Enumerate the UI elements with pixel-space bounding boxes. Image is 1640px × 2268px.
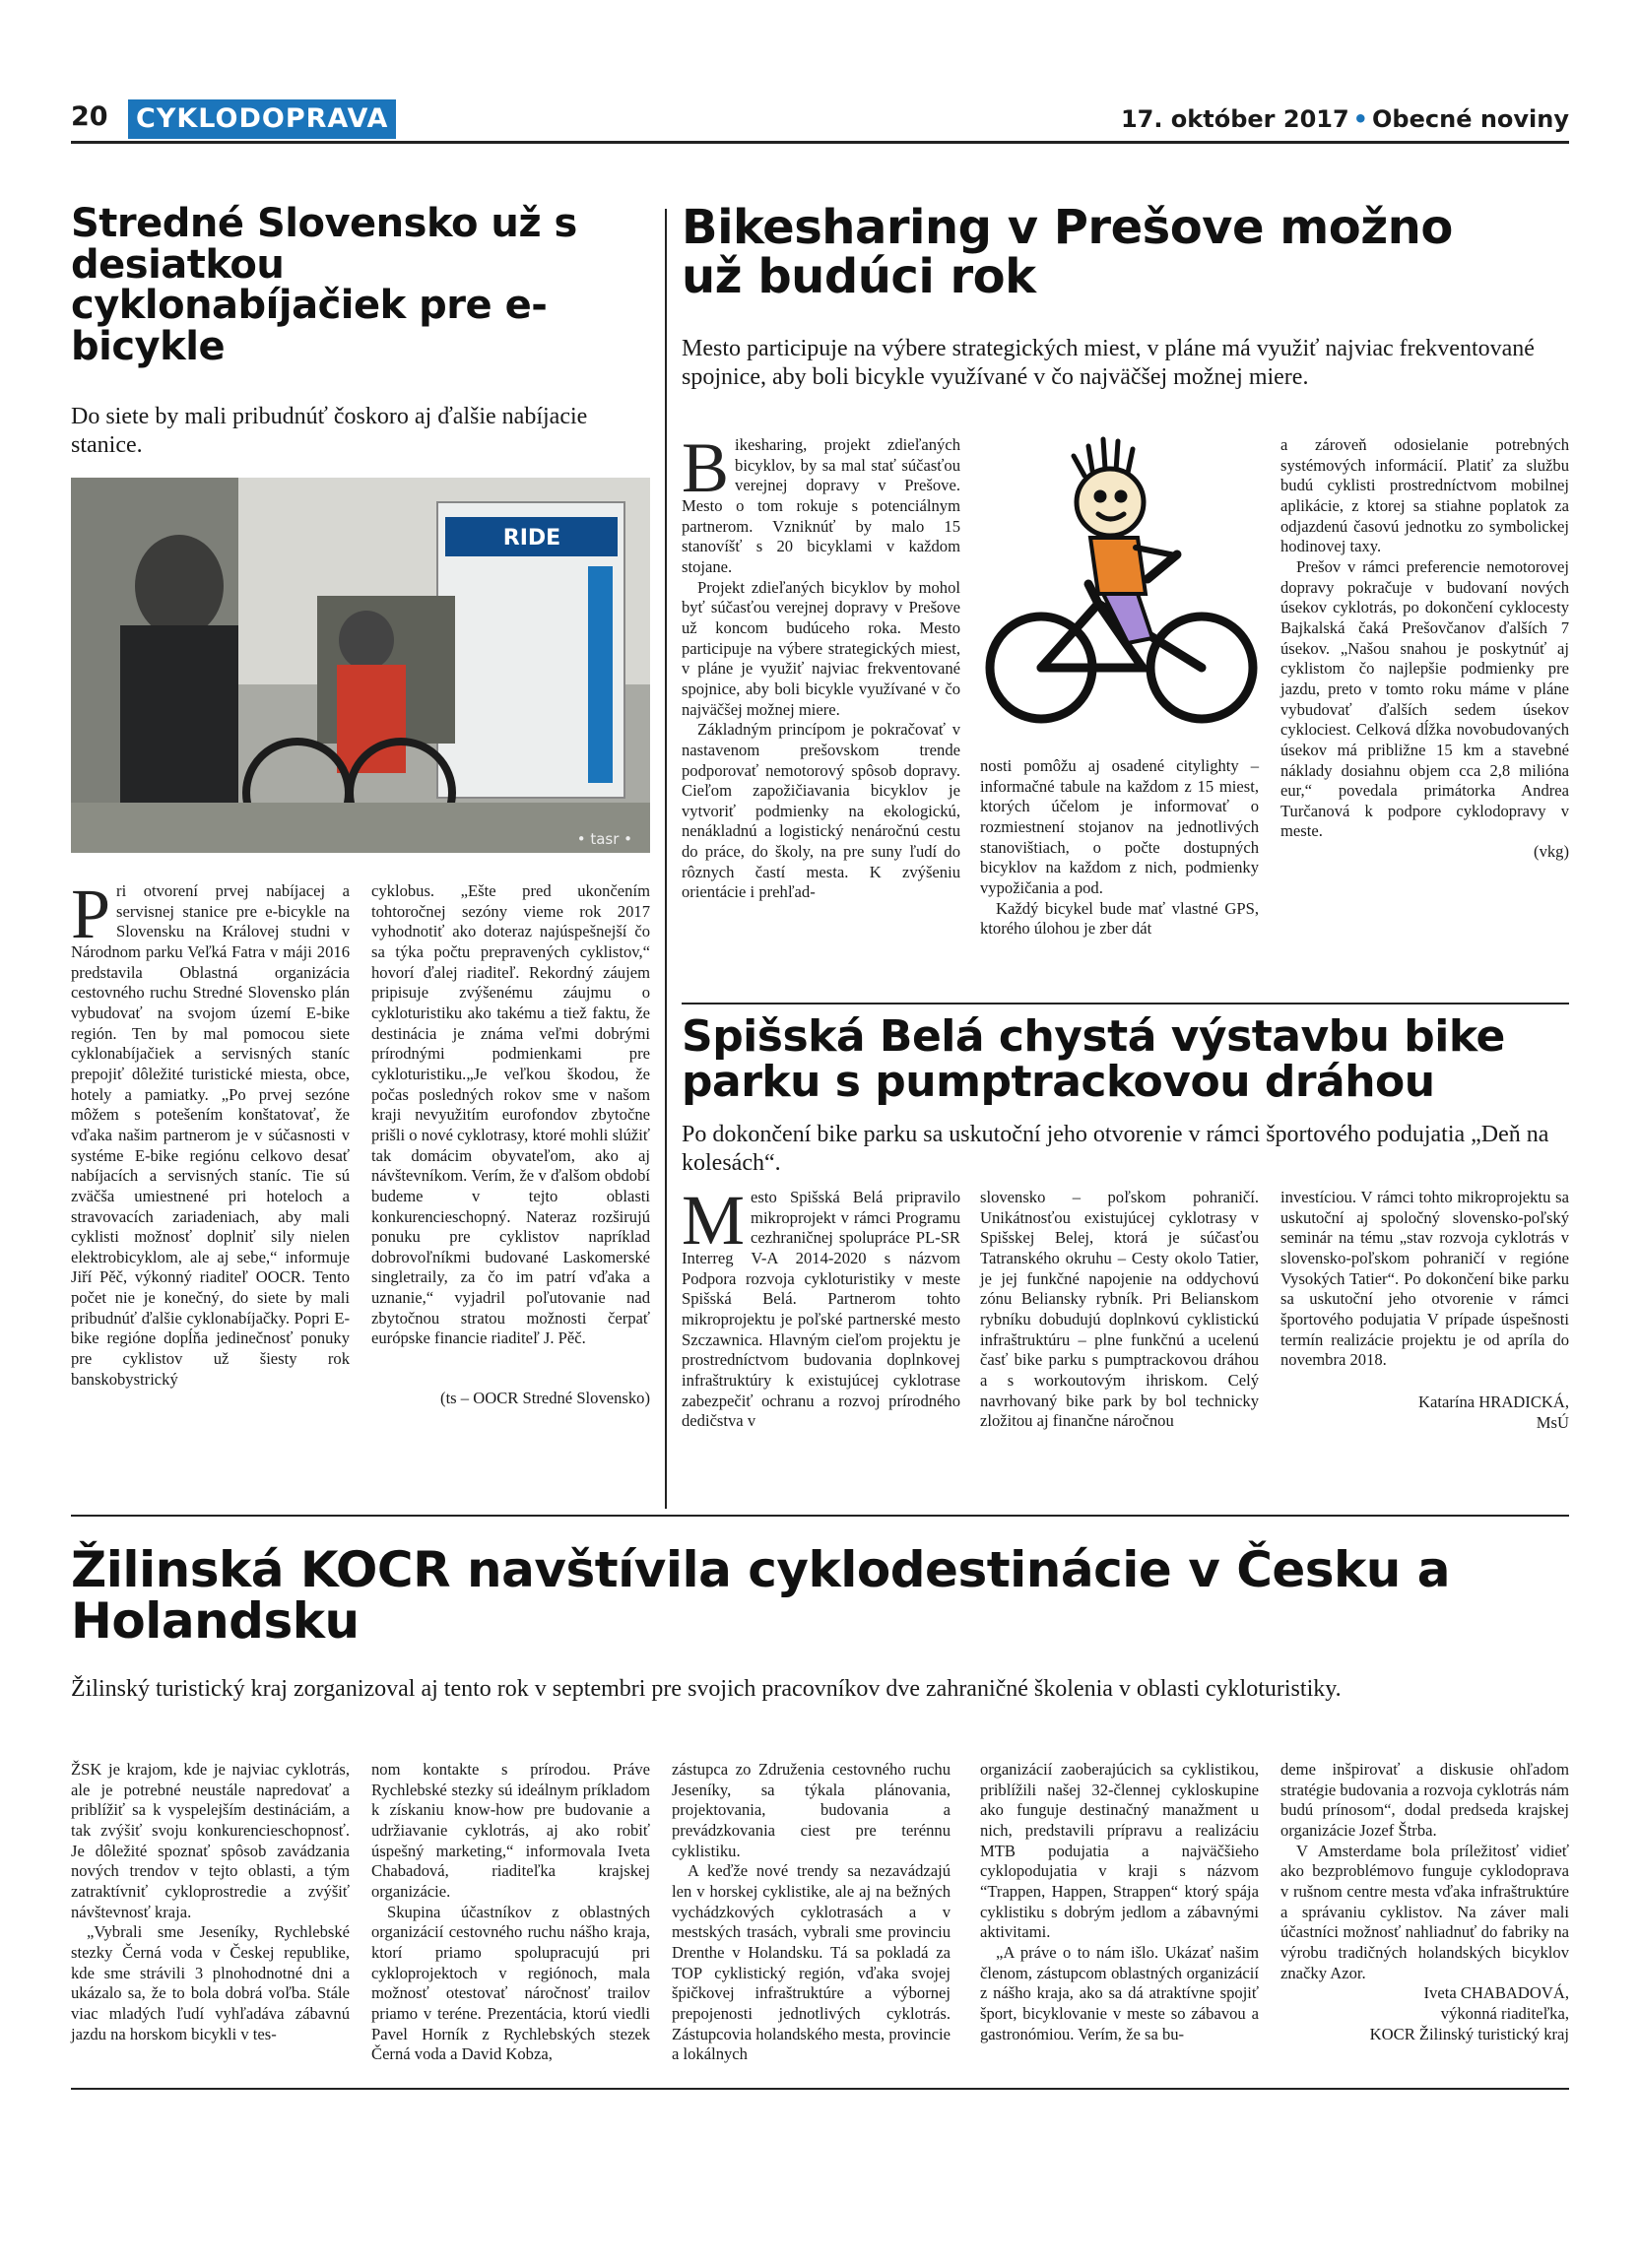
article3-paragraph: slovensko – poľskom pohraničí. Unikátnosťou existujúcej cyklotrasy v Spišskej Belej, ktorá je súčasťou Tatranského okruhu – Cesty okolo Tatier, je jej funkčné napojenie na oddychovú zónu Beliansky rybník. Pri Belianskom rybníku dobudujú doplnkovú cyklistickú infraštruktúru – plne funkčnú a ucelenú časť bike parku s pumptrackovou dráhou a s workoutovým ihriskom. Celý navrhovaný bike park by bol technicky zložitou aj finančne náročnou [980, 1188, 1259, 1431]
article2-column-2 [980, 756, 1259, 940]
article2-paragraph: Projekt zdieľaných bicyklov by mohol byť súčasťou verejnej dopravy v Prešove už koncom budúceho roka. Mesto participuje na výbere strategických miest, v pláne je využiť najviac frekventované spojnice, aby boli bicykle využívané v čo najväčšej možnej miere. [682, 577, 960, 719]
article4-signature-name: Iveta CHABADOVÁ, [1423, 1983, 1569, 2003]
article2-column-3 [1280, 435, 1569, 863]
article2-paragraph: Základným princípom je pokračovať v nastavenom prešovskom trende podporovať nemotorový spôsob dopravy. Cieľom zapožičiavania bicyklov je vytvoriť podmienky na ekologickú, nenákladnú a logistický nenáročnú cestu do práce, do školy, na pre suny ľudí do rôznych častí mesta. K zvýšeniu orientácie i prehľad- [682, 720, 960, 902]
article2-paragraph: a zároveň odosielanie potrebných systémových informácií. Platiť za službu budú cyklisti prostredníctvom mobilnej aplikácie, z ktorej sa stiahne poplatok za odjazdenú časovú jednotku zo symbolickej hodinovej taxy. [1280, 435, 1569, 556]
article4-paragraph: A keďže nové trendy sa nezavádzajú len v horskej cyklistike, ale aj na bežných vychádzkových cyklotrasách a v mestských trasách, vybrali sme provinciu Drenthe v Holandsku. Tá sa pokladá za TOP cyklistický región, vďaka svojej špičkovej infraštruktúre a výbornej prepojenosti jednotlivých cyklotrás. Zástupcovia holandského mesta, provincie a lokálnych [672, 1861, 951, 2064]
article1-column-1 [71, 875, 350, 1390]
article4-paragraph: organizácií zaoberajúcich sa cyklistikou, priblížili našej 32-člennej cykloskupine ako funguje destinačný manažment u nich, predstavili prípravu a realizáciu MTB podujatia a najväčšieho cyklopodujatia v kraji s názvom “Trappen, Happen, Strappen“ ktorý spája cyklistiku s dobrým jedlom a zábavnými aktivitami. [980, 1760, 1259, 1942]
newspaper-name: Obecné noviny [1372, 105, 1569, 133]
middle-rule [71, 1515, 1569, 1517]
issue-info [1121, 105, 1569, 133]
charging-station-photo [71, 478, 650, 853]
article4-column-3 [672, 1760, 951, 2065]
article1-signature: (ts – OOCR Stredné Slovensko) [440, 1389, 650, 1408]
article1-paragraph [71, 875, 350, 1390]
article1-text: ri otvorení prvej nabíjacej a servisnej stanice pre e-bicykle na Slovensku na Královej studni v Národnom parku Veľká Fatra v máji 2016 predstavila Oblastná organizácia cestovného ruchu Stredné Slovensko plán vybudovať na svojom území E-bike región. Ten by mal pomocou siete cyklonabíjačiek a servisných staníc prepojiť dôležité turistické miesta, obce, hotely a pamiatky. „Po prvej sezóne môžem s potešením konštatovať, že vďaka našim partnerom je v súčasnosti v systéme E-bike regiónu celkovo desať nabíjacích a servisných staníc. Tie sú zväčša umiestnené pri hoteloch a stravovacích zariadeniach, aby mali cyklisti možnosť doplniť sily nielen elektrobicyklom, ale aj sebe,“ informuje Jiří Pěč, výkonný riaditeľ OOCR. Tento počet nie je konečný, do siete by mali pribudnúť ďalšie cyklonabíjačky. Popri E-bike regióne dopĺňa jedinečnosť ponuky pre cyklistov už šiesty rok banskobystrický [71, 881, 350, 1389]
article4-paragraph: deme inšpirovať a diskusie ohľadom stratégie budovania a rozvoja cyklotrás nám budú prínosom“, dodal predseda krajskej organizácie Jozef Štrba. [1280, 1760, 1569, 1840]
article1-title: Stredné Slovensko už s desiatkou cyklonabíjačiek pre e-bicykle [71, 201, 577, 369]
article4-column-4 [980, 1760, 1259, 2044]
article1-column-2 [371, 881, 650, 1409]
article2-signature: (vkg) [1534, 842, 1569, 862]
child-cyclist-drawing [980, 431, 1266, 746]
article2-text: ikesharing, projekt zdieľaných bicyklov, by sa mal stať súčasťou verejnej dopravy v Prešove. Mesto o tom rokuje s potenciálnym partnerom. Vzniknúť by malo 15 stanovíšť s 20 bicyklami v každom stojane. [682, 435, 960, 576]
article3-text: esto Spišská Belá pripravilo mikroprojekt v rámci Programu cezhraničnej spolupráce PL-SR Interreg V-A 2014-2020 s názvom Podpora rozvoja cykloturistiky v meste Spišská Belá. Partnerom tohto mikroprojektu je poľské partnerské mesto Szczawnica. Hlavným cieľom projektu je prostredníctvom budovania doplnkovej infraštruktúry k existujúcej cyklotrase zabezpečiť ochranu a rozvoj prírodného dedičstva v [682, 1188, 960, 1431]
article3-title: Spišská Belá chystá výstavbu bike parku s pumptrackovou dráhou [682, 1011, 1505, 1107]
article2-paragraph: Každý bicykel bude mať vlastné GPS, ktorého úlohou je zber dát [980, 898, 1259, 939]
article4-title: Žilinská KOCR navštívila cyklodestinácie v Česku a Holandsku [71, 1541, 1451, 1650]
article3-signature-name: Katarína HRADICKÁ, [1418, 1392, 1569, 1411]
header-rule [71, 141, 1569, 144]
article2-title: Bikesharing v Prešove možno už budúci rok [682, 200, 1453, 304]
article4-column-2 [371, 1760, 650, 2065]
article4-paragraph: Skupina účastníkov z oblastných organizácií cestovného ruchu nášho kraja, ktorí priamo spolupracujú pri cykloprojektoch v regiónoch, mala možnosť otestovať náročnosť trailov priamo v teréne. Prezentácia, ktorú viedli Pavel Horník z Rychlebských stezek Černá voda a David Kobza, [371, 1902, 650, 2064]
article4-column-5 [1280, 1760, 1569, 2044]
article4-paragraph: „Vybrali sme Jeseníky, Rychlebské stezky Černá voda v Českej republike, kde sme strávili 3 plnohodnotné dni a ukázalo sa, že to bola dobrá voľba. Stále viac mladých ľudí vyhľadáva zábavnú jazdu na horskom bicykli v tes- [71, 1922, 350, 2043]
article4-paragraph: ŽSK je krajom, kde je najviac cyklotrás, ale je potrebné neustále napredovať a priblížiť sa k vyspelejším destináciám, a tak zvýšiť svoju konkurencieschopnosť. Je dôležité spoznať spôsob zavádzania nových trendov v tejto oblasti, a tým zatraktívniť cykloprostredie a zvýšiť návštevnosť kraja. [71, 1760, 350, 1921]
article3-lead: Po dokončení bike parku sa uskutoční jeho otvorenie v rámci športového podujatia „Deň na kolesách“. [682, 1122, 1549, 1176]
article2-paragraph: nosti pomôžu aj osadené citylighty – informačné tabule na každom z 15 miest, ktorých účelom je informovať o rozmiestnení stojanov na jednotlivých stanovištiach, o počte dostupných bicyklov na každom z nich, podmienky vypožičania a pod. [980, 756, 1259, 897]
article4-paragraph: nom kontakte s prírodou. Práve Rychlebské stezky sú ideálnym príkladom k získaniu know-how pre budovanie a udržiavanie cyklotrás, aj ako robiť úspešný marketing,“ informovala Iveta Chabadová, riaditeľka krajskej organizácie. [371, 1760, 650, 1901]
section-label [128, 99, 396, 139]
article3-dropcap: M [682, 1181, 746, 1260]
child-cyclist-icon [980, 431, 1266, 746]
article2-paragraph: Prešov v rámci preferencie nemotorovej dopravy pokračuje v budovaní nových úsekov cyklotrás, po dokončení cyklocesty Bajkalská čaká Prešovčanov ďalších 7 úsekov. „Našou snahou je poskytnúť aj cyklistom čo najlepšie podmienky pre jazdu, preto v tomto roku máme v pláne vybudovať ďalších sedem úsekov cyklociest. Celková dĺžka novobudovaných úsekov má približne 15 km a stavebné náklady dosiahnu objem cca 2,8 milióna eur,“ povedala primátorka Andrea Turčanová k podpore cyklodopravy v meste. [1280, 556, 1569, 841]
issue-date: 17. október 2017 [1120, 105, 1349, 133]
article4-lead: Žilinský turistický kraj zorganizoval aj tento rok v septembri pre svojich pracovníkov dve zahraničné školenia v oblasti cykloturistiky. [71, 1676, 1342, 1702]
article2-dropcap: B [682, 428, 730, 507]
photo-credit: • tasr • [576, 830, 632, 848]
article1-paragraph: cyklobus. „Ešte pred ukončením tohtoročnej sezóny vieme rok 2017 vyhodnotiť ako doteraz najúspešnejší čo sa týka počtu prepravených cyklistov,“ hovorí ďalej riaditeľ. Rekordný záujem pripisuje zvýšenému záujmu o cykloturistiku ako takému a tiež faktu, že destinácia je známa veľmi dobrými prírodnými podmienkami pre cykloturistiku.„Je veľkou škodou, že počas posledných rokov sme v našom kraji nevyužitím eurofondov zbytočne prišli o nové cyklotrasy, ktoré mohli slúžiť tak domácim obyvateľom, ako aj návštevníkom. Verím, že v ďalšom období budeme v tejto oblasti konkurencieschopný. Nateraz rozširujú ponuku pre cyklistov napríklad dobrovoľníkmi budované Laskomerské singletraily, za čo im patrí vďaka a uznanie,“ vyjadril poľutovanie nad zbytočnou stratou možnosti čerpať európske financie riaditeľ J. Pěč. [371, 881, 650, 1348]
article4-signature-role: výkonná riaditeľka, [1440, 2003, 1569, 2023]
section-label-text: CYKLODOPRAVA [136, 103, 389, 134]
article1-photo [71, 478, 650, 853]
column-divider [665, 209, 667, 1509]
article3-column-3 [1280, 1188, 1569, 1433]
article3-column-1 [682, 1181, 960, 1432]
article1-dropcap: P [71, 875, 111, 953]
article2-lead: Mesto participuje na výbere strategických miest, v pláne má využiť najviac frekventované spojnice, aby boli bicykle využívané v čo najväčšej možnej miere. [682, 336, 1535, 390]
article4-signature-org: KOCR Žilinský turistický kraj [1369, 2024, 1569, 2043]
article4-paragraph: „A práve o to nám išlo. Ukázať našim členom, zástupcom oblastných organizácií z nášho kraja, ako sa dá atraktívne spojiť šport, bicyklovanie v meste so zábavou a gastronómiou. Verím, že sa bu- [980, 1942, 1259, 2043]
article3-paragraph [682, 1181, 960, 1432]
article3-paragraph: investíciou. V rámci tohto mikroprojektu sa uskutoční aj spoločný slovensko-poľský seminár na tému „stav rozvoja cyklotrás v slovensko-poľskom pohraničí v regióne Vysokých Tatier“. Po dokončení bike parku sa uskutoční jeho otvorenie v rámci športového podujatia V prípade úspešnosti termín realizácie projektu je od apríla do novembra 2018. [1280, 1188, 1569, 1370]
article4-paragraph: V Amsterdame bola príležitosť vidieť ako bezproblémovo funguje cyklodoprava v rušnom centre mesta vďaka infraštruktúre a správaniu cyklistov. Na záver mali účastníci možnosť nahliadnuť do fabriky na výrobu tradičných holandských bicyklov značky Azor. [1280, 1841, 1569, 1982]
article2-column-1 [682, 428, 960, 903]
photo-banner-text: RIDE [502, 526, 561, 551]
page-number: 20 [71, 101, 108, 132]
issue-bullet: • [1352, 105, 1369, 133]
footer-rule [71, 2088, 1569, 2090]
article2-bottom-rule [682, 1003, 1569, 1004]
article4-column-1 [71, 1760, 350, 2044]
article3-column-2 [980, 1188, 1259, 1432]
article3-signature-org: MsÚ [1536, 1412, 1569, 1432]
article1-lead: Do siete by mali pribudnúť čoskoro aj ďalšie nabíjacie stanice. [71, 404, 588, 458]
article4-paragraph: zástupca zo Združenia cestovného ruchu Jeseníky, sa týkala plánovania, projektovania, budovania a prevádzkovania ciest pre terénnu cyklistiku. [672, 1760, 951, 1860]
article2-paragraph [682, 428, 960, 578]
